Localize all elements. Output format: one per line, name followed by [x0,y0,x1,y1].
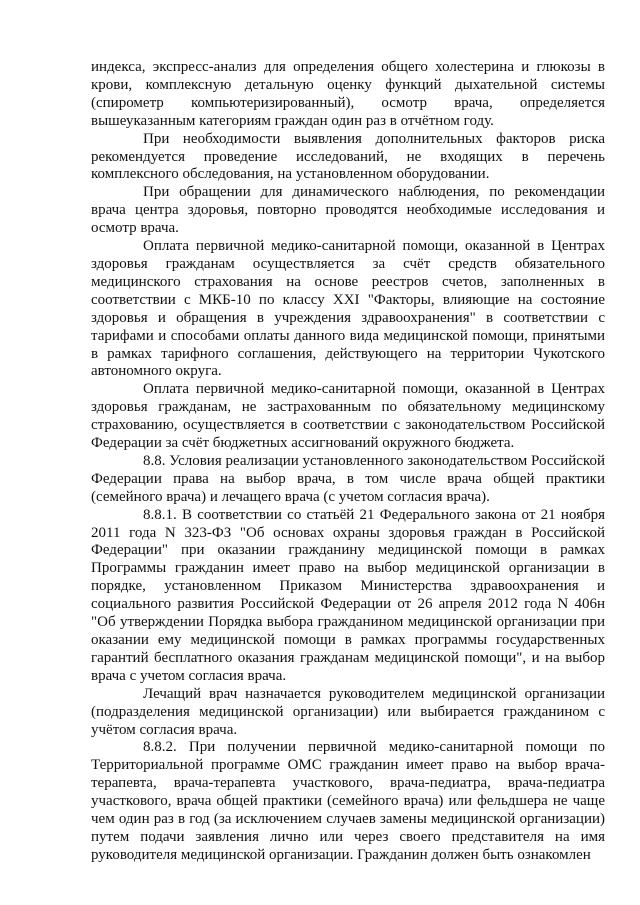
paragraph-dynamic-observation: При обращении для динамического наблюдения, по рекомендации врача центра здоровья, повторно проводятся необходимые исследования и осмотр врача. [91,184,605,237]
paragraph-continuation: индекса, экспресс-анализ для определения общего холестерина и глюкозы в крови, комплексную детальную оценку функций дыхательной системы (спирометр компьютеризированный), осмотр врача, определяется вышеуказанным категориям граждан один раз в отчётном году. [91,59,605,129]
paragraph-section-8-8-2: 8.8.2. При получении первичной медико-санитарной помощи по Территориальной программе ОМС гражданин имеет право на выбор врача-терапевта, врача-терапевта участкового, врача-педиатра, врача-педиатра участкового, врача общей практики (семейного врача) или фельдшера не чаще чем один раз в год (за исключением случаев замены медицинской организации) путем подачи заявления лично или через своего представителя на имя руководителя медицинской организации. Гражданин должен быть ознакомлен [91,739,605,863]
paragraph-payment-oms: Оплата первичной медико-санитарной помощи, оказанной в Центрах здоровья гражданам осуществляется за счёт средств обязательного медицинского страхования на основе реестров счетов, заполненных в соответствии с МКБ-10 по классу XXI "Факторы, влияющие на состояние здоровья и обращения в учреждения здравоохранения" в соответствии с тарифами и способами оплаты данного вида медицинской помощи, принятыми в рамках тарифного соглашения, действующего на территории Чукотского автономного округа. [91,238,605,380]
paragraph-payment-uninsured: Оплата первичной медико-санитарной помощи, оказанной в Центрах здоровья гражданам, не застрахованным по обязательному медицинскому страхованию, осуществляется в соответствии с законодательством Российской Федерации за счёт бюджетных ассигнований окружного бюджета. [91,381,605,452]
paragraph-section-8-8-1: 8.8.1. В соответствии со статьёй 21 Федерального закона от 21 ноября 2011 года N 323-ФЗ "Об основах охраны здоровья граждан в Российской Федерации" при оказании гражданину медицинской помощи в рамках Программы гражданин имеет право на выбор медицинской организации в порядке, установленном Приказом Министерства здравоохранения и социального развития Российской Федерации от 26 апреля 2012 года N 406н "Об утверждении Порядка выбора гражданином медицинской организации при оказании ему медицинской помощи в рамках программы государственных гарантий бесплатного оказания гражданам медицинской помощи", и на выбор врача с учетом согласия врача. [91,506,605,684]
paragraph-section-8-8: 8.8. Условия реализации установленного законодательством Российской Федерации права на выбор врача, в том числе врача общей практики (семейного врача) и лечащего врача (с учетом согласия врача). [91,452,605,505]
paragraph-additional-risk-factors: При необходимости выявления дополнительных факторов риска рекомендуется проведение исследований, не входящих в перечень комплексного обследования, на установленном оборудовании. [91,130,605,183]
document-body [91,59,605,865]
paragraph-attending-doctor: Лечащий врач назначается руководителем медицинской организации (подразделения медицинской организации) или выбирается гражданином с учётом согласия врача. [91,685,605,738]
